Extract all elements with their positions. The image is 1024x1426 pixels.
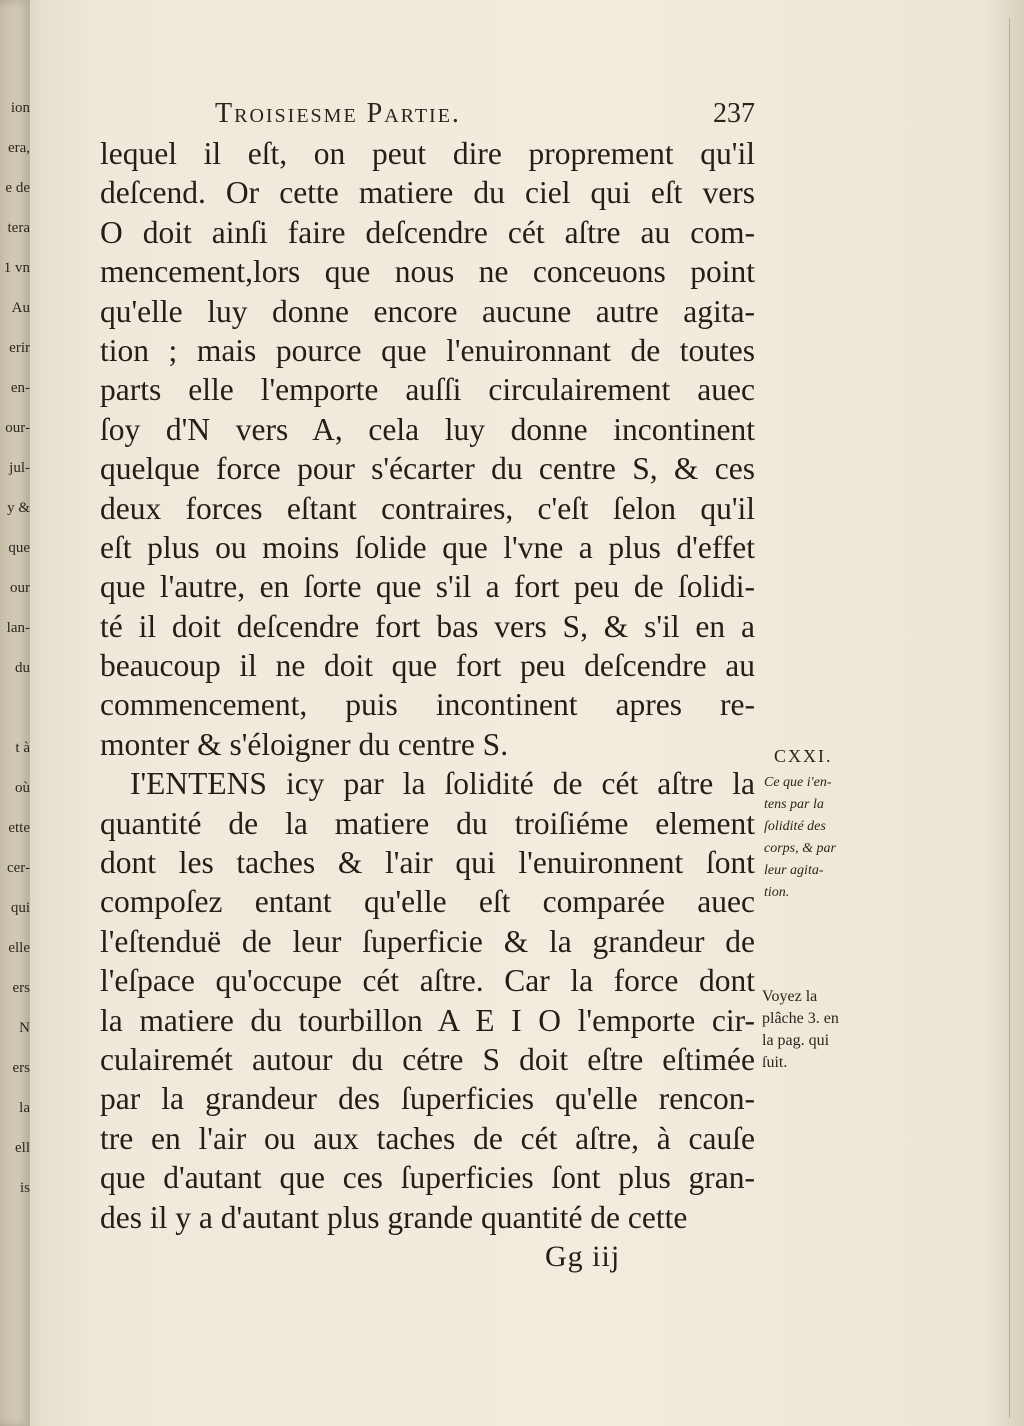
margin-line: corps, & par bbox=[764, 841, 836, 856]
margin-line: Voyez la bbox=[762, 988, 818, 1005]
margin-line: plâche 3. en bbox=[762, 1010, 839, 1027]
margin-line: Ce que i'en- bbox=[764, 775, 832, 790]
margin-line: leur agita- bbox=[764, 863, 824, 878]
margin-line: tens par la bbox=[764, 797, 824, 812]
text-line: que l'autre, en ſorte que s'il a fort peu de ſolidi- bbox=[100, 569, 755, 605]
page-number: 237 bbox=[713, 98, 755, 129]
facing-page-fragment: ell bbox=[15, 1140, 30, 1156]
article-number: CXXI. bbox=[774, 746, 833, 766]
margin-line: la pag. qui bbox=[762, 1032, 830, 1049]
text-line: deſcend. Or cette matiere du ciel qui eſt vers bbox=[100, 175, 755, 211]
text-line: beaucoup il ne doit que fort peu deſcendre au bbox=[100, 648, 755, 684]
text-line: quelque force pour s'écarter du centre S, & ces bbox=[100, 451, 755, 487]
facing-page-fragment: jul- bbox=[9, 460, 30, 476]
margin-line: tion. bbox=[764, 885, 790, 900]
text-line: l'eſpace qu'occupe cét aſtre. Car la force dont bbox=[100, 963, 755, 999]
text-line: dont les taches & l'air qui l'enuironnent ſont bbox=[100, 845, 755, 881]
text-line: eſt plus ou moins ſolide que l'vne a plus d'effet bbox=[100, 529, 755, 565]
facing-page-fragment: era, bbox=[7, 140, 30, 156]
margin-reference bbox=[762, 986, 872, 1074]
text-line: parts elle l'emporte auſſi circulairement auec bbox=[100, 372, 755, 408]
margin-line: ſuit. bbox=[762, 1054, 788, 1071]
text-line: monter & s'éloigner du centre S. bbox=[100, 726, 509, 762]
main-text bbox=[100, 134, 755, 1237]
text-line: que d'autant que ces ſuperficies ſont plus gran- bbox=[100, 1160, 755, 1196]
text-line: l'eſtenduë de leur ſuperficie & la grandeur de bbox=[100, 923, 755, 959]
facing-page-fragment: lan- bbox=[6, 620, 30, 636]
facing-page-fragment: cer- bbox=[6, 860, 30, 876]
facing-page-fragment: tera bbox=[7, 220, 30, 236]
text-line: ſoy d'N vers A, cela luy donne incontinent bbox=[100, 411, 755, 447]
text-line: compoſez entant qu'elle eſt comparée auec bbox=[100, 884, 755, 920]
facing-page-fragment: our- bbox=[5, 420, 30, 436]
page-edge-line bbox=[1001, 18, 1010, 1418]
facing-page-fragment: ion bbox=[10, 100, 30, 116]
text-line: lequel il eſt, on peut dire proprement qu'il bbox=[100, 136, 755, 171]
text-line: qu'elle luy donne encore aucune autre agita- bbox=[100, 293, 755, 329]
running-title: Troisiesme Partie. bbox=[215, 98, 461, 129]
facing-page-fragment: la bbox=[19, 1100, 30, 1116]
margin-note bbox=[764, 772, 874, 904]
facing-page-fragment: que bbox=[8, 540, 30, 556]
text-line: la matiere du tourbillon A E I O l'emporte cir- bbox=[100, 1002, 755, 1038]
facing-page-fragment: où bbox=[15, 780, 30, 796]
facing-page-fragment: our bbox=[10, 580, 30, 596]
signature-mark: Gg iij bbox=[545, 1240, 621, 1273]
facing-page-edge bbox=[0, 0, 30, 1426]
text-line: quantité de la matiere du troiſiéme element bbox=[100, 805, 755, 841]
text-line: I'ENTENS icy par la ſolidité de cét aſtre la bbox=[130, 766, 755, 802]
facing-page-fragment: du bbox=[15, 660, 30, 676]
text-line: culairemét autour du cétre S doit eſtre eſtimée bbox=[100, 1041, 755, 1077]
facing-page-fragment: e de bbox=[5, 180, 30, 196]
text-line: commencement, puis incontinent apres re- bbox=[100, 687, 755, 723]
facing-page-fragment: ers bbox=[12, 1060, 30, 1076]
facing-page-fragment: 1 vn bbox=[3, 260, 30, 276]
text-line: deux forces eſtant contraires, c'eſt ſelon qu'il bbox=[100, 490, 755, 526]
page-header bbox=[215, 98, 755, 138]
text-line: mencement,lors que nous ne conceuons point bbox=[100, 254, 755, 290]
facing-page-fragment: elle bbox=[8, 940, 30, 956]
facing-page-fragment: y & bbox=[7, 500, 30, 516]
facing-page-fragment: qui bbox=[10, 900, 30, 916]
facing-page-fragment: Au bbox=[11, 300, 30, 316]
facing-page-fragment: en- bbox=[10, 380, 30, 396]
text-line: té il doit deſcendre fort bas vers S, & s'il en a bbox=[100, 608, 755, 644]
text-line: par la grandeur des ſuperficies qu'elle rencon- bbox=[100, 1081, 755, 1117]
text-line: des il y a d'autant plus grande quantité de cette bbox=[100, 1199, 688, 1235]
facing-page-fragment: t à bbox=[15, 740, 30, 756]
margin-line: ſolidité des bbox=[764, 819, 826, 834]
facing-page-fragment: N bbox=[19, 1020, 30, 1036]
facing-page-fragment: ers bbox=[12, 980, 30, 996]
text-line: tion ; mais pource que l'enuironnant de toutes bbox=[100, 332, 755, 368]
text-line: tre en l'air ou aux taches de cét aſtre, à cauſe bbox=[100, 1120, 755, 1156]
facing-page-fragment: erir bbox=[9, 340, 30, 356]
facing-page-fragment: is bbox=[19, 1180, 30, 1196]
text-line: O doit ainſi faire deſcendre cét aſtre au com- bbox=[100, 214, 755, 250]
facing-page-fragment: ette bbox=[8, 820, 30, 836]
